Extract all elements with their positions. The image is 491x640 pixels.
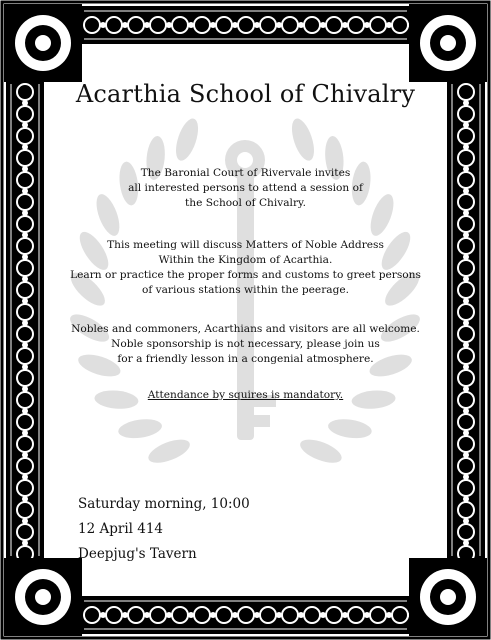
page-title: Acarthia School of Chivalry xyxy=(75,80,416,108)
text-line: Learn or practice the proper forms and customs to greet persons xyxy=(70,269,421,281)
welcome-paragraph xyxy=(60,322,431,367)
event-location: Deepjug's Tavern xyxy=(78,546,197,562)
text-line: for a friendly lesson in a congenial atmosphere. xyxy=(117,353,374,365)
text-line: the School of Chivalry. xyxy=(185,197,306,209)
invitation-paragraph xyxy=(60,166,431,211)
squires-notice: Attendance by squires is mandatory. xyxy=(147,389,344,401)
text-line: all interested persons to attend a session of xyxy=(128,182,363,194)
text-line: Noble sponsorship is not necessary, please join us xyxy=(111,338,380,350)
text-line: The Baronial Court of Rivervale invites xyxy=(140,167,351,179)
text-line: of various stations within the peerage. xyxy=(141,284,350,296)
flyer-content xyxy=(70,60,421,580)
event-date: 12 April 414 xyxy=(78,521,164,537)
text-line: This meeting will discuss Matters of Noble Address xyxy=(107,239,384,251)
event-time: Saturday morning, 10:00 xyxy=(78,496,250,512)
text-line: Within the Kingdom of Acarthia. xyxy=(158,254,333,266)
event-details xyxy=(78,492,250,567)
topic-paragraph xyxy=(60,238,431,298)
text-line: Nobles and commoners, Acarthians and visitors are all welcome. xyxy=(71,323,420,335)
